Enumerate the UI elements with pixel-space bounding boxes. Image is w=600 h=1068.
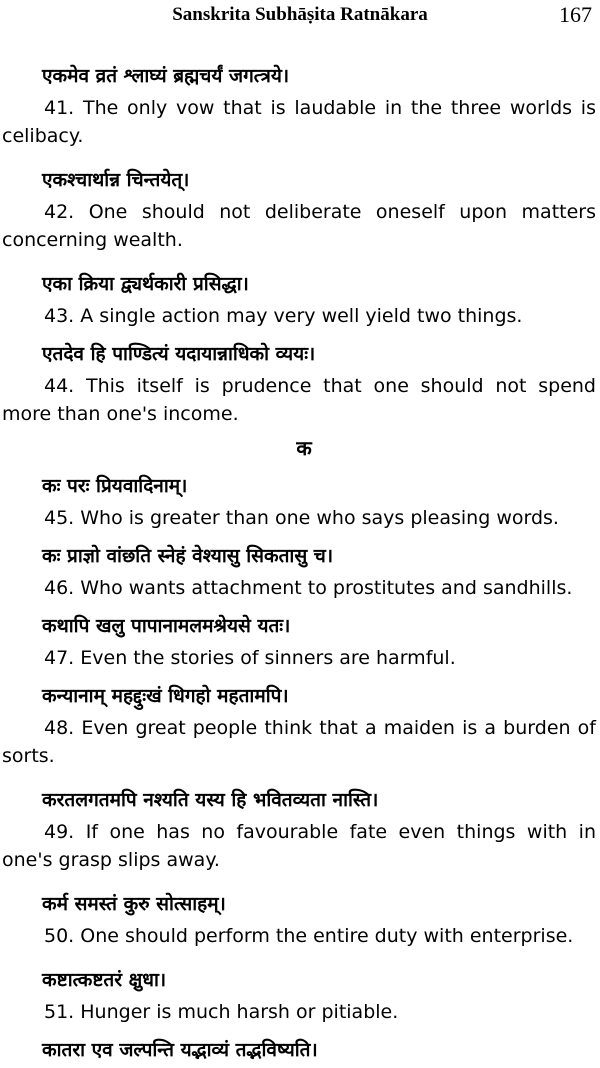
translation xyxy=(2,818,596,874)
translation xyxy=(2,644,596,672)
sanskrit-verse: कन्यानाम् महद्दुःखं धिगहो महतामपि। xyxy=(42,685,289,707)
section-heading: क xyxy=(296,436,312,460)
entry-number: 51. xyxy=(44,1001,75,1023)
translation xyxy=(2,714,596,770)
translation-text: This itself is prudence that one should not spend more than one's income. xyxy=(2,375,596,425)
entry-number: 44. xyxy=(44,375,75,397)
translation-text: Who is greater than one who says pleasing words. xyxy=(80,507,559,529)
entry-number: 47. xyxy=(44,647,75,669)
translation xyxy=(2,998,596,1026)
sanskrit-verse: करतलगतमपि नश्यति यस्य हि भवितव्यता नास्ति। xyxy=(42,789,379,811)
sanskrit-verse: कर्म समस्तं कुरु सोत्साहम्। xyxy=(42,893,226,915)
page-content xyxy=(0,58,600,1068)
translation xyxy=(2,922,596,950)
translation xyxy=(2,198,596,254)
sanskrit-verse: कः प्राज्ञो वांछति स्नेहं वेश्यासु सिकतासु च। xyxy=(42,545,334,567)
translation-text: A single action may very well yield two things. xyxy=(80,305,523,327)
translation xyxy=(2,302,596,330)
entry-number: 45. xyxy=(44,507,75,529)
translation-text: If one has no favourable fate even things with in one's grasp slips away. xyxy=(2,821,596,871)
sanskrit-verse: एकश्चार्थान्न चिन्तयेत्। xyxy=(42,169,190,191)
translation xyxy=(2,94,596,150)
translation-text: Even great people think that a maiden is a burden of sorts. xyxy=(2,717,596,767)
sanskrit-verse: एका क्रिया द्व्यर्थकारी प्रसिद्धा। xyxy=(42,273,249,295)
sanskrit-verse: एतदेव हि पाण्डित्यं यदायान्नाधिको व्ययः। xyxy=(42,343,316,365)
entry-number: 42. xyxy=(44,201,75,223)
translation-text: One should perform the entire duty with enterprise. xyxy=(80,925,574,947)
translation xyxy=(2,372,596,428)
entry-number: 49. xyxy=(44,821,75,843)
translation-text: Hunger is much harsh or pitiable. xyxy=(80,1001,399,1023)
page-number: 167 xyxy=(559,2,592,27)
entry-number: 46. xyxy=(44,577,75,599)
entry-number: 50. xyxy=(44,925,75,947)
sanskrit-verse: कातरा एव जल्पन्ति यद्भाव्यं तद्भविष्यति। xyxy=(42,1039,318,1061)
running-header-title: Sanskrita Subhāṣita Ratnākara xyxy=(172,4,428,25)
translation-text: The only vow that is laudable in the three worlds is celibacy. xyxy=(2,97,596,147)
translation-text: One should not deliberate oneself upon matters concerning wealth. xyxy=(2,201,596,251)
entry-number: 41. xyxy=(44,97,75,119)
translation xyxy=(2,574,596,602)
sanskrit-verse: कथापि खलु पापानामलमश्रेयसे यतः। xyxy=(42,615,291,637)
translation xyxy=(2,504,596,532)
translation-text: Who wants attachment to prostitutes and sandhills. xyxy=(80,577,573,599)
sanskrit-verse: कष्टात्कष्टतरं क्षुधा। xyxy=(42,969,167,991)
sanskrit-verse: एकमेव व्रतं श्लाघ्यं ब्रह्मचर्यं जगत्त्रये। xyxy=(42,65,290,87)
entry-number: 48. xyxy=(44,717,75,739)
entry-number: 43. xyxy=(44,305,75,327)
sanskrit-verse: कः परः प्रियवादिनाम्। xyxy=(42,475,188,497)
translation-text: Even the stories of sinners are harmful. xyxy=(80,647,456,669)
